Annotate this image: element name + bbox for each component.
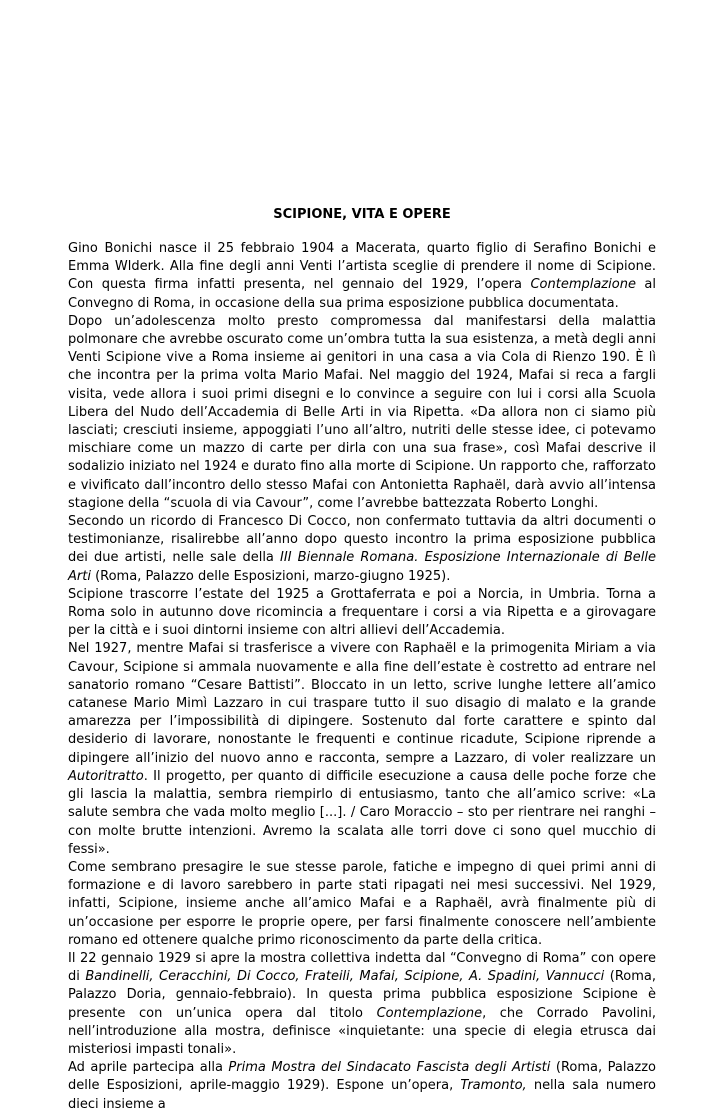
paragraph-text: Come sembrano presagire le sue stesse parole, fatiche e impegno di quei primi anni di formazione e di lavoro sarebbero in parte stati ripagati nei mesi successivi. Nel 1929, infatti, Scipione, insieme anche all’amico Mafai e a Raphaël, avrà finalmente più di un’occasione per esporre le proprie opere, per farsi finalmente conoscere nell’ambiente romano ed ottenere qualche primo riconoscimento da parte della critica. bbox=[68, 859, 656, 948]
paragraph-text: (Roma, Palazzo delle Esposizioni, aprile-maggio 1929). Espone un’opera, bbox=[68, 1060, 657, 1094]
paragraph bbox=[68, 950, 656, 1059]
document-page bbox=[68, 206, 656, 1114]
paragraph bbox=[68, 513, 656, 586]
paragraph-text: , che Corrado Pavolini, nell’introduzione alla mostra, definisce «inquietante: una specie di elegia etrusca dai misteriosi impasti tonali». bbox=[68, 1005, 656, 1057]
paragraph-text: al Convegno di Roma, in occasione della sua prima esposizione pubblica documentata. bbox=[68, 277, 657, 311]
paragraph bbox=[68, 640, 656, 858]
paragraph bbox=[68, 586, 656, 641]
document-body bbox=[68, 240, 656, 1114]
paragraph-text: (Roma, Palazzo Doria, gennaio-febbraio). In questa prima pubblica esposizione Scipione è presente con un’unica opera dal titolo bbox=[68, 969, 656, 1021]
paragraph bbox=[68, 859, 656, 950]
italic-title-text: III Biennale Romana. Esposizione Internazionale di Belle Arti bbox=[68, 550, 656, 584]
italic-title-text: Bandinelli, Ceracchini, Di Cocco, Frateili, Mafai, Scipione, A. Spadini, Vannucci bbox=[85, 969, 605, 985]
document-title: SCIPIONE, VITA E OPERE bbox=[273, 207, 451, 222]
paragraph-text: Nel 1927, mentre Mafai si trasferisce a vivere con Raphaël e la primogenita Miriam a via Cavour, Scipione si ammala nuovamente e alla fine dell’estate è costretto ad entrare nel sanatorio romano “Cesare Battisti”. Bloccato in un letto, scrive lunghe lettere all’amico catanese Mario Mimì Lazzaro in cui traspare tutto il suo disagio di malato e la grande amarezza per l’impossibilità di dipingere. Sostenuto dal forte carattere e spinto dal desiderio di lavorare, nonostante le frequenti e continue ricadute, Scipione riprende a dipingere all’inizio del nuovo anno e racconta, sempre a Lazzaro, di voler realizzare un bbox=[68, 641, 656, 766]
paragraph-text: Ad aprile partecipa alla bbox=[68, 1060, 229, 1076]
paragraph-text: Secondo un ricordo di Francesco Di Cocco, non confermato tuttavia da altri documenti o testimonianze, risalirebbe all’anno dopo questo incontro la prima esposizione pubblica dei due artisti, nelle sale della bbox=[68, 514, 656, 566]
italic-title-text: Autoritratto bbox=[68, 768, 144, 784]
paragraph-text: Scipione trascorre l’estate del 1925 a Grottaferrata e poi a Norcia, in Umbria. Torna a Roma solo in autunno dove ricomincia a frequentare i corsi a via Ripetta e a girovagare per la città e i suoi dintorni insieme con altri allievi dell’Accademia. bbox=[68, 586, 656, 639]
paragraph bbox=[68, 240, 656, 313]
paragraph-text: Gino Bonichi nasce il 25 febbraio 1904 a Macerata, quarto figlio di Serafino Bonichi e Emma Wlderk. Alla fine degli anni Venti l’artista sceglie di prendere il nome di Scipione. Con questa firma infatti presenta, nel gennaio del 1929, l’opera bbox=[68, 241, 656, 293]
paragraph bbox=[68, 1059, 656, 1114]
paragraph bbox=[68, 313, 656, 513]
italic-title-text: Contemplazione bbox=[530, 277, 636, 293]
paragraph-text: . Il progetto, per quanto di difficile esecuzione a causa delle poche forze che gli lascia la malattia, sembra riempirlo di entusiasmo, tanto che all’amico scrive: «La salute sembra che vada molto meglio [...]. / Caro Moraccio – sto per rientrare nei ranghi – con molte brutte intenzioni. Avremo la scalata alle torri dove ci sono quel mucchio di fessi». bbox=[68, 768, 656, 857]
paragraph-text: nella sala numero dieci insieme a bbox=[68, 1078, 656, 1112]
italic-title-text: Prima Mostra del Sindacato Fascista degli Artisti bbox=[228, 1060, 551, 1076]
paragraph-text: Dopo un’adolescenza molto presto compromessa dal manifestarsi della malattia polmonare che avrebbe oscurato come un’ombra tutta la sua esistenza, a metà degli anni Venti Scipione vive a Roma insieme ai genitori in una casa a via Cola di Rienzo 190. È lì che incontra per la prima volta Mario Mafai. Nel maggio del 1924, Mafai si reca a fargli visita, vede allora i suoi primi disegni e lo convince a seguire con lui i corsi alla Scuola Libera del Nudo dell’Accademia di Belle Arti in via Ripetta. «Da allora non ci siamo più lasciati; cresciuti insieme, appoggiati l’uno all’altro, nutriti delle stesse idee, ci potevamo mischiare come un mazzo di carte per dirla con una sua frase», così Mafai descrive il sodalizio iniziato nel 1924 e durato fino alla morte di Scipione. Un rapporto che, rafforzato e vivificato dall’incontro dello stesso Mafai con Antonietta Raphaël, darà avvio all’intensa stagione della “scuola di via Cavour”, come l’avrebbe battezzata Roberto Longhi. bbox=[68, 313, 656, 511]
italic-title-text: Tramonto, bbox=[460, 1078, 527, 1094]
paragraph-text: Il 22 gennaio 1929 si apre la mostra collettiva indetta dal “Convegno di Roma” con opere di bbox=[68, 950, 656, 985]
paragraph-text: (Roma, Palazzo delle Esposizioni, marzo-giugno 1925). bbox=[90, 568, 451, 584]
italic-title-text: Contemplazione bbox=[376, 1005, 483, 1021]
